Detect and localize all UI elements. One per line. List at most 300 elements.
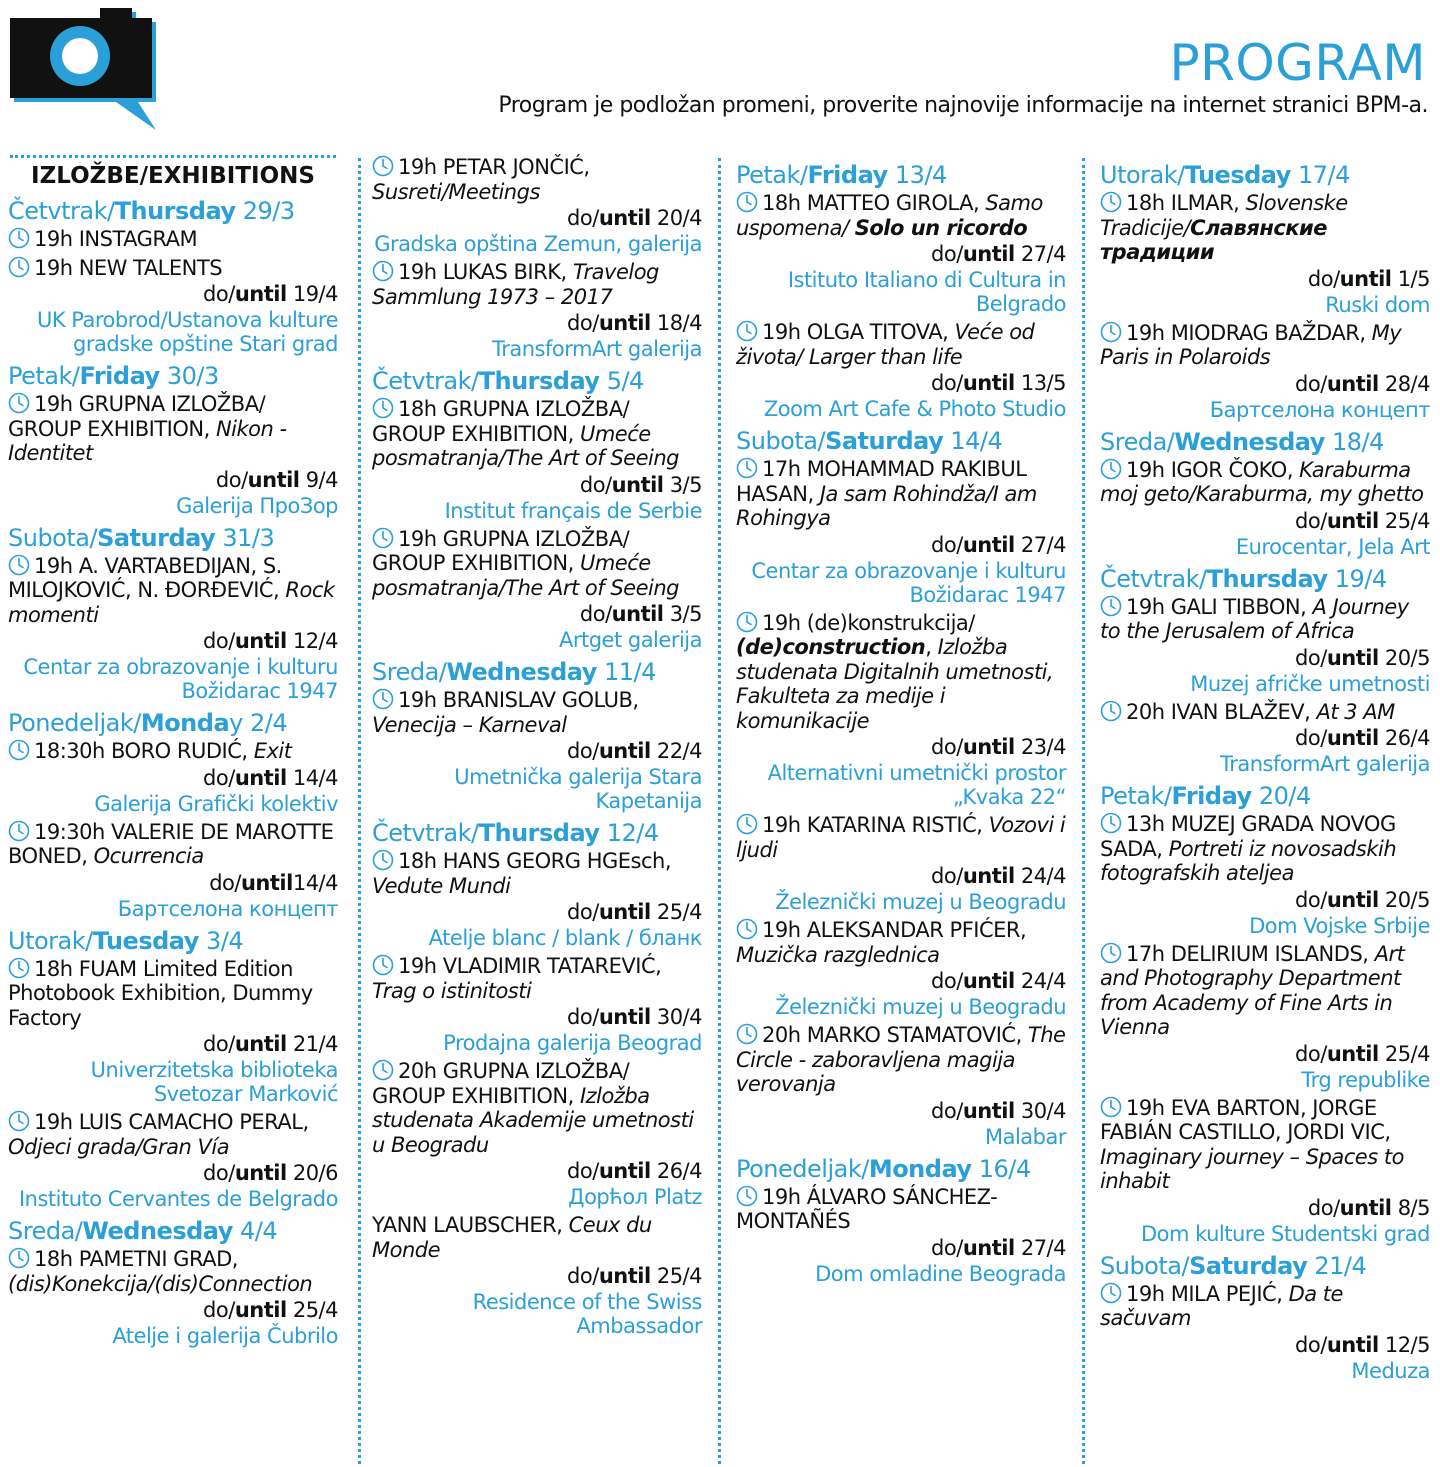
until-label-local: do/ [209, 870, 241, 895]
event-work-title: Slovenske Tradicije/ [1100, 191, 1348, 240]
until-label-local: do/ [567, 206, 599, 230]
day-local: Subota/ [736, 427, 826, 455]
day-date: 31/3 [215, 523, 275, 552]
event-work-title: Nikon - Identitet [8, 416, 287, 465]
until-label-local: do/ [203, 765, 235, 790]
day-local: Petak/ [1100, 782, 1172, 810]
event-entry [1100, 700, 1430, 777]
until-label-en: until [962, 371, 1015, 395]
event-entry [372, 849, 702, 950]
day-english: Friday [807, 161, 888, 189]
until-label-local: do/ [567, 1159, 599, 1183]
until-label-en: until [234, 1298, 287, 1322]
event-until [1100, 507, 1430, 535]
event-venue [8, 494, 338, 518]
until-label-local: do/ [931, 371, 963, 395]
clock-icon [8, 739, 30, 761]
day-heading [1100, 1250, 1430, 1282]
until-label-local: do/ [931, 864, 963, 888]
event-artist: 20h IVAN BLAŽEV, [1126, 699, 1317, 724]
day-english: Friday [1171, 782, 1252, 810]
event-artist: 13h MUZEJ GRADA NOVOG SADA, [1100, 812, 1396, 861]
event-entry [1100, 458, 1430, 559]
event-work-title: Samo uspomena/ [736, 191, 1043, 240]
until-label-local: do/ [931, 1235, 963, 1260]
until-date: 9/4 [299, 467, 338, 492]
event-work-title: (de)construction [736, 635, 926, 659]
clock-icon [372, 527, 394, 549]
day-local: Sreda/ [8, 1217, 83, 1245]
venue-line: Ambassador [576, 1314, 702, 1338]
event-title [736, 918, 1066, 967]
event-entry [372, 954, 702, 1055]
venue-line: Univerzitetska biblioteka [90, 1058, 338, 1082]
until-label-en: until [962, 242, 1015, 266]
event-until [8, 1296, 338, 1324]
event-work-title: Vedute Mundi [372, 873, 511, 898]
event-venue [372, 499, 702, 523]
event-entry [736, 918, 1066, 1019]
event-venue [8, 897, 338, 921]
event-entry [8, 392, 338, 518]
day-heading [736, 1153, 1066, 1185]
until-date: 26/4 [1378, 726, 1430, 750]
until-label-local: do/ [1295, 1041, 1327, 1066]
column-divider [1082, 158, 1085, 1464]
event-venue [372, 926, 702, 950]
day-english: Friday [79, 362, 160, 390]
event-artist: 19h EVA BARTON, JORGE FABIÁN CASTILLO, JORDI VIC, [1100, 1095, 1391, 1144]
venue-line: Malabar [984, 1124, 1066, 1149]
day-local: Četvtrak/ [372, 367, 479, 395]
until-label-en: until [598, 1264, 651, 1288]
event-until [8, 466, 338, 494]
event-title [372, 527, 702, 601]
event-venue [372, 1185, 702, 1209]
until-label-en: until [962, 735, 1015, 759]
event-work-title: Imaginary journey – Spaces to inhabit [1100, 1144, 1404, 1193]
until-label-en: until [598, 206, 651, 230]
day-heading [372, 365, 702, 397]
day-english: Tuesday [92, 926, 199, 955]
until-date: 20/5 [1378, 645, 1430, 670]
event-entry [736, 1023, 1066, 1149]
event-until [372, 204, 702, 232]
until-date: 25/4 [1378, 508, 1430, 533]
clock-icon [372, 849, 394, 871]
event-entry [1100, 1282, 1430, 1383]
until-label-local: do/ [931, 242, 963, 266]
event-title [1100, 812, 1430, 886]
until-label-en: until [234, 282, 287, 306]
event-until [1100, 1040, 1430, 1068]
until-date: 20/6 [286, 1161, 338, 1185]
day-local: Četvtrak/ [8, 197, 115, 225]
event-venue [736, 995, 1066, 1019]
event-entry [8, 554, 338, 704]
clock-icon [372, 397, 394, 419]
day-english: Saturday [1189, 1251, 1308, 1280]
venue-line: Božidarac 1947 [909, 582, 1066, 607]
event-artist: 19h OLGA TITOVA, [762, 320, 955, 344]
event-artist: 19h GRUPNA IZLOŽBA/ GROUP EXHIBITION, [372, 526, 630, 575]
event-work-title: Veće od života/ Larger than life [736, 320, 1035, 369]
event-artist: 19h GALI TIBBON, [1126, 594, 1313, 619]
venue-line: Instituto Cervantes de Belgrado [18, 1187, 338, 1211]
until-label-local: do/ [203, 282, 235, 306]
event-until [8, 280, 338, 308]
day-english: Wednesday [82, 1217, 233, 1245]
event-venue [1100, 1068, 1430, 1092]
until-date: 8/5 [1391, 1195, 1430, 1220]
event-work-title: Umeće posmatranja/The Art of Seeing [372, 421, 679, 470]
event-title [1100, 458, 1430, 507]
event-title [1100, 595, 1430, 644]
event-artist: 19h ALEKSANDAR PFIĆER, [762, 918, 1027, 942]
event-work-title: Izložba studenata Digitalnih umetnosti, Fakulteta za medije i komunikacije [736, 635, 1054, 733]
day-english: Tuesday [1184, 161, 1291, 189]
until-date: 23/4 [1014, 735, 1066, 759]
event-venue [1100, 535, 1430, 559]
event-work-title: Славянские традиции [1100, 215, 1327, 264]
until-label-local: do/ [567, 1005, 599, 1029]
clock-icon [372, 688, 394, 710]
until-label-en: until [598, 311, 651, 335]
day-local: Ponedeljak/ [736, 1154, 869, 1183]
event-until [372, 1262, 702, 1290]
event-work-title: Odjeci grada/Gran Vía [8, 1134, 230, 1159]
clock-icon [736, 320, 758, 342]
event-venue [1100, 1222, 1430, 1246]
until-label-en: until [962, 864, 1015, 888]
event-artist: 19:30h VALERIE DE MAROTTE BONED, [8, 819, 334, 868]
day-heading [8, 1215, 338, 1247]
until-label-en: until [611, 472, 664, 497]
event-until [736, 369, 1066, 397]
venue-line: Istituto Italiano di Cultura in [787, 268, 1066, 292]
day-heading [1100, 780, 1430, 812]
clock-icon [1100, 942, 1122, 964]
event-entry [736, 191, 1066, 316]
event-venue [736, 761, 1066, 809]
event-title [8, 227, 338, 252]
venue-line: Gradska opština Zemun, galerija [374, 232, 702, 256]
until-date: 20/4 [650, 206, 702, 230]
event-until [736, 1097, 1066, 1125]
venue-line: Železnički muzej u Beogradu [775, 995, 1066, 1019]
until-label-en: until [598, 739, 651, 763]
venue-line: Dom omladine Beograda [815, 1261, 1066, 1286]
event-until [1100, 265, 1430, 293]
day-date: 14/4 [943, 427, 1003, 455]
day-heading [8, 195, 338, 227]
day-date: 4/4 [232, 1217, 278, 1245]
day-english: Monda [140, 709, 230, 737]
event-title [8, 739, 338, 764]
day-local: Četvtrak/ [1100, 564, 1207, 593]
event-entry [372, 1059, 702, 1209]
event-entry [8, 1110, 338, 1211]
event-title [372, 260, 702, 309]
until-date: 27/4 [1014, 1235, 1066, 1260]
until-label-local: do/ [567, 900, 599, 924]
venue-line: Residence of the Swiss [472, 1290, 702, 1314]
event-venue [1100, 914, 1430, 938]
venue-line: Umetnička galerija Stara [454, 765, 702, 789]
event-title [372, 1213, 702, 1262]
until-label-en: until [962, 969, 1015, 993]
event-until [8, 869, 338, 897]
venue-line: Muzej afričke umetnosti [1190, 671, 1430, 696]
event-work-title: The Circle - zaboravljena magija verovanja [736, 1023, 1066, 1096]
clock-icon [8, 1247, 30, 1269]
event-title [372, 397, 702, 471]
event-work-title: Art and Photography Department from Academy of Fine Arts in Vienna [1100, 941, 1405, 1039]
until-date: 25/4 [1378, 1041, 1430, 1066]
venue-line: Дорћол Platz [568, 1185, 702, 1209]
event-artist: 18h GRUPNA IZLOŽBA/ GROUP EXHIBITION, [372, 397, 630, 446]
day-english: Saturday [825, 427, 944, 455]
event-entry [1100, 595, 1430, 696]
event-work-title: A Journey to the Jerusalem of Africa [1100, 594, 1409, 643]
event-artist: 18h PAMETNI GRAD, [34, 1247, 238, 1271]
event-artist: 19h LUIS CAMACHO PERAL, [34, 1110, 309, 1134]
event-until [8, 627, 338, 655]
event-work-title: Da te sačuvam [1100, 1281, 1343, 1330]
day-heading [1100, 426, 1430, 458]
event-venue [1100, 398, 1430, 422]
event-until [8, 764, 338, 792]
venue-line: Dom Vojske Srbije [1249, 913, 1430, 938]
event-venue [1100, 293, 1430, 317]
event-work-title: Karaburma moj geto/Karaburma, my ghetto [1100, 457, 1424, 506]
until-date: 20/5 [1378, 887, 1430, 912]
event-until [1100, 644, 1430, 672]
event-title [8, 1247, 338, 1296]
event-title [8, 554, 338, 628]
until-label-local: do/ [1307, 1195, 1340, 1220]
venue-line: Galerija ПроЗор [176, 493, 338, 518]
event-work-title: Izložba studenata Akademije umetnosti u Beogradu [372, 1083, 694, 1157]
clock-icon [736, 611, 758, 633]
until-label-en: until [234, 629, 287, 653]
until-label-en: until [962, 1098, 1015, 1123]
venue-line: Institut français de Serbie [444, 498, 702, 523]
event-until [736, 1234, 1066, 1262]
until-date: 27/4 [1014, 532, 1066, 557]
until-date: 27/4 [1014, 242, 1066, 266]
event-venue [8, 308, 338, 356]
event-artist: 19h INSTAGRAM [34, 227, 198, 251]
venue-line: Svetozar Marković [153, 1082, 338, 1106]
event-venue [736, 1262, 1066, 1286]
event-entry [1100, 1096, 1430, 1246]
venue-line: Božidarac 1947 [181, 679, 338, 703]
day-date: 18/4 [1324, 427, 1384, 456]
clock-icon [8, 820, 30, 842]
page-title: PROGRAM [1169, 34, 1426, 92]
event-venue [736, 1125, 1066, 1149]
event-venue [8, 1058, 338, 1106]
clock-icon [8, 957, 30, 979]
until-label-local: do/ [1295, 1332, 1327, 1357]
event-venue [372, 1031, 702, 1055]
clock-icon [8, 1110, 30, 1132]
venue-line: TransformArt galerija [492, 337, 702, 361]
event-entry [8, 227, 338, 252]
event-artist: 19h BRANISLAV GOLUB, [398, 688, 639, 712]
event-work-title: Travelog Sammlung 1973 – 2017 [372, 260, 659, 309]
until-label-en: until [598, 900, 651, 924]
event-artist: 19h MIODRAG BAŽDAR, [1126, 320, 1372, 345]
event-entry [372, 397, 702, 523]
event-venue [1100, 752, 1430, 776]
clock-icon [1100, 321, 1122, 343]
day-date: 17/4 [1290, 161, 1350, 189]
until-label-local: do/ [579, 472, 612, 497]
venue-line: Бартселона концепт [1209, 397, 1430, 422]
event-venue [736, 559, 1066, 607]
venue-line: gradske opštine Stari grad [73, 332, 338, 356]
clock-icon [1100, 812, 1122, 834]
event-until [1100, 886, 1430, 914]
day-date: 20/4 [1251, 782, 1311, 810]
event-artist: 18h ILMAR, [1126, 191, 1246, 215]
venue-line: Eurocentar, Jela Art [1235, 534, 1430, 559]
until-date: 25/4 [286, 1298, 338, 1322]
until-label-en: until [598, 1159, 651, 1183]
until-date: 3/5 [663, 472, 702, 497]
event-entry [736, 457, 1066, 607]
day-date: y 2/4 [229, 709, 288, 737]
event-entry [1100, 942, 1430, 1092]
day-local: Sreda/ [1100, 427, 1175, 456]
event-work-title: Rock momenti [8, 578, 335, 627]
program-column-4 [1100, 155, 1430, 1387]
page-subtitle: Program je podložan promeni, proverite najnovije informacije na internet stranici BPM-a. [498, 93, 1428, 118]
event-until [736, 862, 1066, 890]
event-title [1100, 700, 1430, 725]
event-until [1100, 724, 1430, 752]
day-heading [372, 656, 702, 688]
day-local: Četvtrak/ [372, 819, 479, 847]
day-date: 29/3 [235, 197, 295, 225]
event-work-title: Ceux du Monde [372, 1213, 652, 1262]
day-english: Saturday [97, 523, 216, 552]
event-work-title: Venecija – Karneval [372, 712, 567, 737]
venue-line: TransformArt galerija [1220, 752, 1430, 776]
event-work-title: Ja sam Rohindža/I am Rohingya [736, 481, 1037, 530]
event-title [8, 392, 338, 466]
event-entry [736, 1185, 1066, 1286]
clock-icon [372, 155, 394, 177]
event-until [736, 967, 1066, 995]
day-heading [8, 925, 338, 957]
program-column-3 [736, 155, 1066, 1290]
event-venue [1100, 1359, 1430, 1383]
event-venue [372, 1290, 702, 1338]
day-heading [372, 817, 702, 849]
until-date: 13/5 [1014, 371, 1066, 395]
event-title [372, 954, 702, 1003]
event-title [1100, 1282, 1430, 1331]
event-until [8, 1159, 338, 1187]
event-title [736, 191, 1066, 240]
until-label-en: until [1326, 371, 1379, 396]
event-entry [8, 820, 338, 921]
event-artist: 19h (de)konstrukcija/ [762, 610, 975, 635]
until-label-en: until [240, 870, 293, 895]
until-date: 30/4 [1014, 1098, 1066, 1123]
day-english: Thursday [478, 367, 600, 395]
clock-icon [1100, 700, 1122, 722]
event-until [1100, 1194, 1430, 1222]
camera-logo [8, 8, 158, 132]
until-label-local: do/ [579, 602, 612, 626]
venue-line: Železnički muzej u Beogradu [775, 890, 1066, 914]
event-work-title: Solo un ricordo [854, 215, 1028, 240]
until-date: 18/4 [650, 311, 702, 335]
event-until [736, 240, 1066, 268]
event-title [8, 256, 338, 281]
event-until [372, 1157, 702, 1185]
event-title [1100, 942, 1430, 1040]
until-date: 12/5 [1378, 1332, 1430, 1357]
event-until [372, 898, 702, 926]
event-title [736, 1023, 1066, 1097]
event-work-title: Trag o istinitosti [372, 978, 532, 1003]
until-label-local: do/ [203, 1032, 235, 1056]
until-date: 28/4 [1378, 371, 1430, 396]
until-label-local: do/ [931, 969, 963, 993]
day-local: Petak/ [736, 161, 808, 189]
clock-icon [372, 1059, 394, 1081]
event-entry [1100, 321, 1430, 422]
until-date: 14/4 [292, 870, 338, 895]
venue-line: Atelje i galerija Čubrilo [112, 1324, 338, 1348]
event-artist: 17h DELIRIUM ISLANDS, [1126, 941, 1375, 966]
until-label-local: do/ [1295, 726, 1327, 750]
until-date: 24/4 [1014, 969, 1066, 993]
event-venue [736, 397, 1066, 421]
event-entry [8, 1247, 338, 1348]
event-title [8, 957, 338, 1031]
until-label-local: do/ [203, 1161, 235, 1185]
event-venue [8, 792, 338, 816]
until-label-en: until [1326, 645, 1379, 670]
venue-line: Meduza [1351, 1358, 1430, 1383]
event-venue [372, 765, 702, 813]
event-entry [1100, 812, 1430, 938]
event-artist: 19h VLADIMIR TATAREVIĆ, [398, 954, 662, 978]
event-entry [736, 320, 1066, 421]
clock-icon [8, 227, 30, 249]
column-divider [718, 158, 721, 1464]
clock-icon [736, 1185, 758, 1207]
day-english: Wednesday [1174, 427, 1325, 456]
event-title [372, 155, 702, 204]
event-until [372, 737, 702, 765]
event-work-title: Portreti iz novosadskih fotografskih ateljea [1100, 836, 1397, 885]
day-heading [8, 360, 338, 392]
until-label-local: do/ [203, 629, 235, 653]
event-artist: 19h IGOR ČOKO, [1126, 457, 1300, 482]
day-local: Petak/ [8, 362, 80, 390]
until-date: 14/4 [286, 765, 338, 790]
until-date: 26/4 [650, 1159, 702, 1183]
until-label-en: until [1326, 1332, 1379, 1357]
event-venue [8, 655, 338, 703]
